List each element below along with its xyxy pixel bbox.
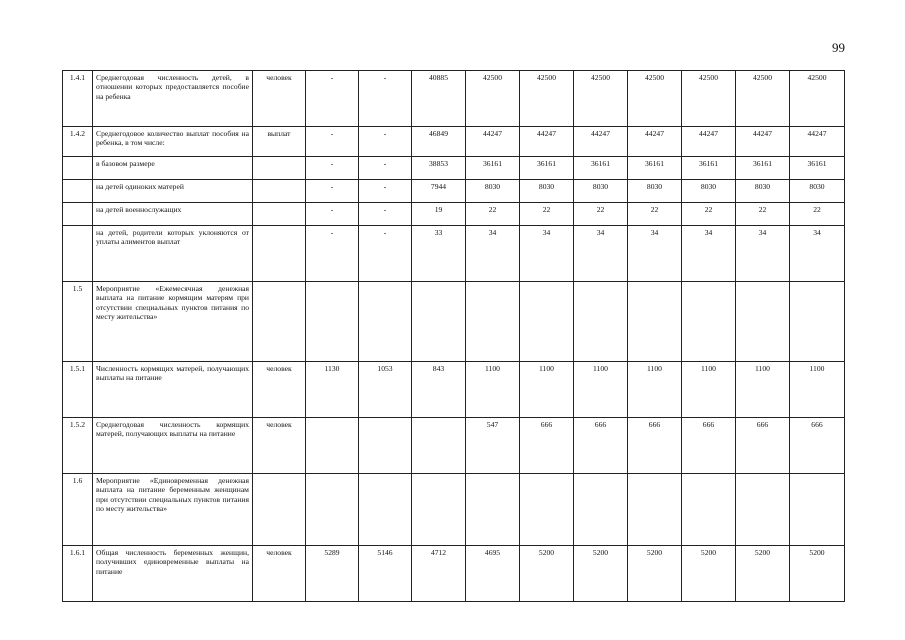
cell-value: 44247	[628, 127, 682, 157]
cell-value	[574, 474, 628, 546]
row-unit	[253, 157, 306, 180]
cell-value: 8030	[520, 180, 574, 203]
cell-value: 4712	[412, 546, 466, 602]
indicators-table	[62, 70, 845, 602]
cell-value: 5200	[736, 546, 790, 602]
cell-value: 36161	[574, 157, 628, 180]
cell-value: 44247	[736, 127, 790, 157]
cell-value: 843	[412, 362, 466, 418]
row-unit	[253, 226, 306, 282]
cell-value	[790, 282, 845, 362]
cell-value: 34	[466, 226, 520, 282]
cell-value: 547	[466, 418, 520, 474]
row-code	[63, 157, 93, 180]
row-name: Среднегодовая численность кормящих матерей, получающих выплаты на питание	[93, 418, 253, 474]
row-unit: человек	[253, 362, 306, 418]
cell-value: 42500	[682, 71, 736, 127]
row-name: на детей военнослужащих	[93, 203, 253, 226]
row-unit	[253, 203, 306, 226]
cell-value: 666	[628, 418, 682, 474]
cell-value: 666	[574, 418, 628, 474]
cell-value: 34	[790, 226, 845, 282]
cell-value: 34	[628, 226, 682, 282]
cell-value: 8030	[574, 180, 628, 203]
cell-value: 5200	[628, 546, 682, 602]
row-code: 1.5	[63, 282, 93, 362]
cell-value: 46849	[412, 127, 466, 157]
cell-value: 36161	[628, 157, 682, 180]
table-row	[63, 157, 845, 180]
table-row	[63, 474, 845, 546]
table-row	[63, 180, 845, 203]
cell-value: 8030	[466, 180, 520, 203]
cell-value: 22	[520, 203, 574, 226]
cell-value: 22	[574, 203, 628, 226]
cell-value: 666	[682, 418, 736, 474]
cell-value: 666	[790, 418, 845, 474]
cell-value: -	[306, 226, 359, 282]
cell-value	[628, 474, 682, 546]
row-code: 1.4.1	[63, 71, 93, 127]
cell-value: 34	[574, 226, 628, 282]
table-row	[63, 282, 845, 362]
cell-value	[574, 282, 628, 362]
cell-value: -	[306, 157, 359, 180]
cell-value: 7944	[412, 180, 466, 203]
cell-value	[466, 282, 520, 362]
cell-value	[682, 474, 736, 546]
row-code	[63, 226, 93, 282]
cell-value: 1053	[359, 362, 412, 418]
cell-value	[736, 474, 790, 546]
cell-value: 22	[628, 203, 682, 226]
cell-value: 1100	[520, 362, 574, 418]
cell-value: 1100	[790, 362, 845, 418]
cell-value: 42500	[466, 71, 520, 127]
cell-value: 666	[736, 418, 790, 474]
table-row	[63, 127, 845, 157]
cell-value	[628, 282, 682, 362]
page-number: 99	[832, 40, 845, 55]
cell-value: 44247	[520, 127, 574, 157]
row-name: Среднегодовая численность детей, в отношении которых предоставляется пособие на ребенка	[93, 71, 253, 127]
cell-value: -	[359, 71, 412, 127]
row-name: Общая численность беременных женщин, получивших единовременные выплаты на питание	[93, 546, 253, 602]
cell-value: 1100	[574, 362, 628, 418]
cell-value: -	[359, 157, 412, 180]
cell-value: 1100	[736, 362, 790, 418]
table-row	[63, 546, 845, 602]
cell-value	[520, 474, 574, 546]
cell-value: 1100	[682, 362, 736, 418]
row-unit: человек	[253, 418, 306, 474]
row-name: на детей одиноких матерей	[93, 180, 253, 203]
cell-value: 44247	[466, 127, 520, 157]
table-row	[63, 418, 845, 474]
row-name: Среднегодовое количество выплат пособия на ребенка, в том числе:	[93, 127, 253, 157]
table-row	[63, 203, 845, 226]
row-code	[63, 180, 93, 203]
cell-value: -	[359, 226, 412, 282]
cell-value: -	[359, 180, 412, 203]
row-unit	[253, 474, 306, 546]
row-code: 1.6.1	[63, 546, 93, 602]
cell-value	[412, 418, 466, 474]
cell-value: 34	[520, 226, 574, 282]
cell-value: 42500	[790, 71, 845, 127]
row-unit	[253, 282, 306, 362]
cell-value: 42500	[574, 71, 628, 127]
cell-value	[306, 282, 359, 362]
cell-value	[412, 474, 466, 546]
cell-value: 4695	[466, 546, 520, 602]
cell-value	[306, 474, 359, 546]
cell-value: 36161	[736, 157, 790, 180]
cell-value: 36161	[790, 157, 845, 180]
cell-value: -	[359, 127, 412, 157]
cell-value	[359, 282, 412, 362]
cell-value: 44247	[790, 127, 845, 157]
cell-value: 44247	[574, 127, 628, 157]
cell-value: 22	[736, 203, 790, 226]
cell-value: 22	[790, 203, 845, 226]
cell-value	[736, 282, 790, 362]
cell-value: 44247	[682, 127, 736, 157]
row-code: 1.4.2	[63, 127, 93, 157]
cell-value: 36161	[520, 157, 574, 180]
cell-value: 42500	[736, 71, 790, 127]
cell-value	[466, 474, 520, 546]
cell-value: 38853	[412, 157, 466, 180]
cell-value: 5146	[359, 546, 412, 602]
cell-value: 5200	[790, 546, 845, 602]
cell-value: 42500	[520, 71, 574, 127]
row-name: Мероприятие «Ежемесячная денежная выплата на питание кормящим матерям при отсутствии специальных пунктов питания по месту жительства»	[93, 282, 253, 362]
cell-value: 34	[682, 226, 736, 282]
cell-value	[412, 282, 466, 362]
row-unit: человек	[253, 71, 306, 127]
row-code: 1.6	[63, 474, 93, 546]
row-name: Мероприятие «Единовременная денежная выплата на питание беременным женщинам при отсутствии специальных пунктов питания по месту жительства»	[93, 474, 253, 546]
cell-value: 42500	[628, 71, 682, 127]
row-code	[63, 203, 93, 226]
cell-value: 33	[412, 226, 466, 282]
cell-value: 22	[682, 203, 736, 226]
table-row	[63, 71, 845, 127]
row-unit: человек	[253, 546, 306, 602]
cell-value: 666	[520, 418, 574, 474]
cell-value: 36161	[466, 157, 520, 180]
row-unit: выплат	[253, 127, 306, 157]
row-code: 1.5.2	[63, 418, 93, 474]
cell-value: 1100	[628, 362, 682, 418]
row-name: на детей, родители которых уклоняются от уплаты алиментов выплат	[93, 226, 253, 282]
cell-value	[359, 474, 412, 546]
cell-value: 22	[466, 203, 520, 226]
cell-value: 1100	[466, 362, 520, 418]
cell-value: 8030	[628, 180, 682, 203]
cell-value	[520, 282, 574, 362]
cell-value: -	[359, 203, 412, 226]
cell-value: 5289	[306, 546, 359, 602]
cell-value	[682, 282, 736, 362]
cell-value: 8030	[736, 180, 790, 203]
cell-value: 34	[736, 226, 790, 282]
cell-value: 5200	[520, 546, 574, 602]
cell-value: -	[306, 203, 359, 226]
cell-value: 5200	[682, 546, 736, 602]
table-row	[63, 362, 845, 418]
row-name: Численность кормящих матерей, получающих выплаты на питание	[93, 362, 253, 418]
table-row	[63, 226, 845, 282]
cell-value: -	[306, 127, 359, 157]
cell-value: -	[306, 71, 359, 127]
cell-value: 36161	[682, 157, 736, 180]
row-code: 1.5.1	[63, 362, 93, 418]
row-name: в базовом размере	[93, 157, 253, 180]
cell-value: -	[306, 180, 359, 203]
row-unit	[253, 180, 306, 203]
cell-value	[306, 418, 359, 474]
cell-value: 5200	[574, 546, 628, 602]
cell-value: 8030	[682, 180, 736, 203]
cell-value: 1130	[306, 362, 359, 418]
cell-value	[359, 418, 412, 474]
cell-value: 8030	[790, 180, 845, 203]
cell-value	[790, 474, 845, 546]
cell-value: 19	[412, 203, 466, 226]
cell-value: 40885	[412, 71, 466, 127]
